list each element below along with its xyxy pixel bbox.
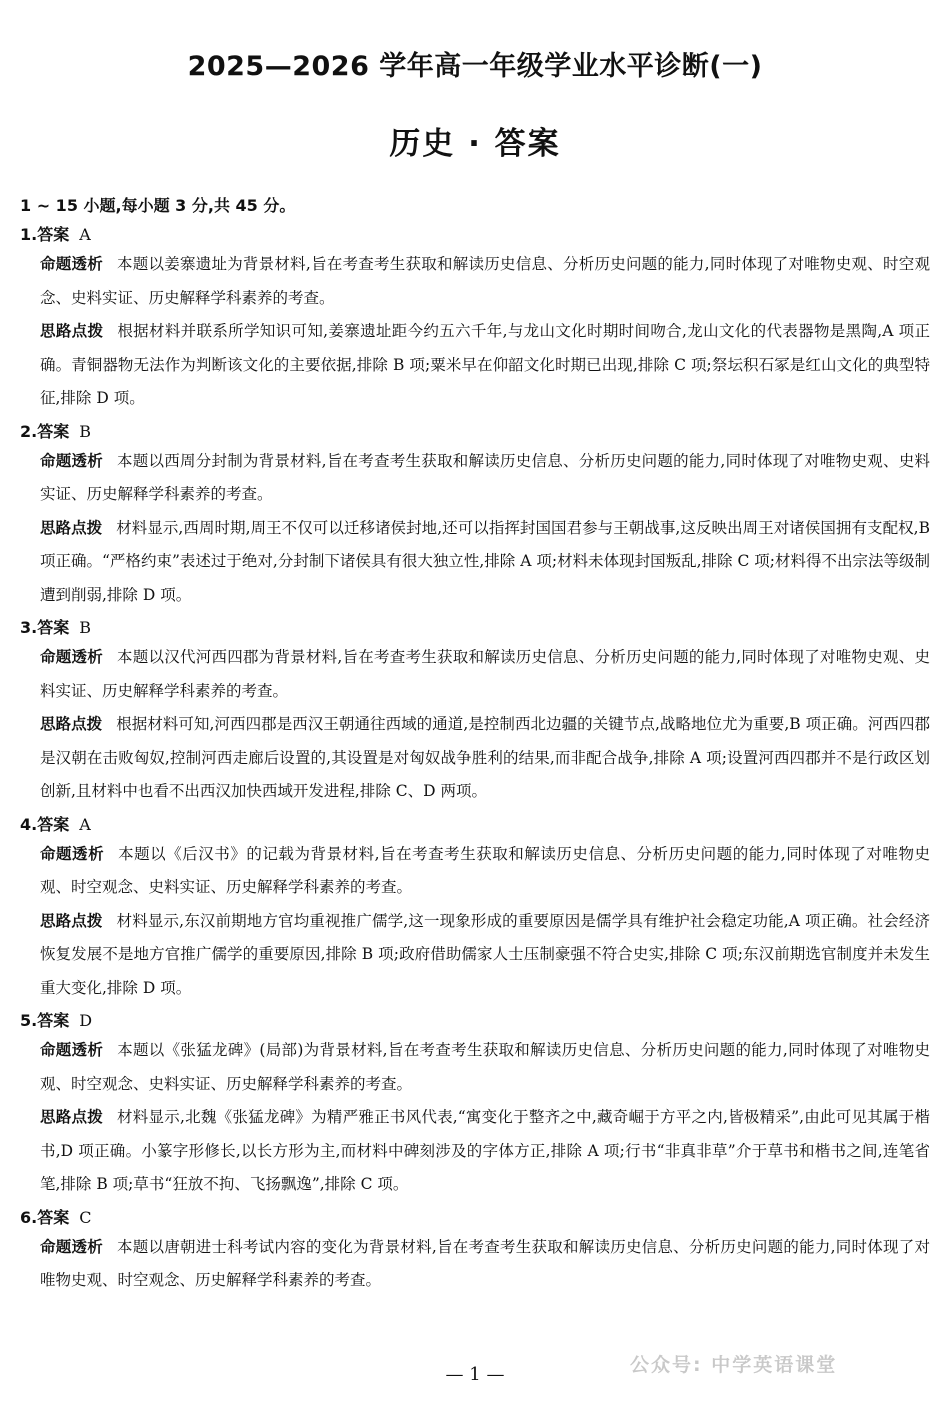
analysis-label: 命题透析 (40, 1041, 104, 1059)
answer-content (20, 193, 930, 1298)
reasoning-label: 思路点拨 (40, 322, 104, 340)
answer-label: 答案 (37, 618, 70, 637)
analysis-paragraph (40, 248, 930, 315)
analysis-paragraph (40, 641, 930, 708)
analysis-label: 命题透析 (40, 844, 105, 863)
question-header (20, 1008, 930, 1034)
reasoning-text: 材料显示,北魏《张猛龙碑》为精严雅正书风代表,“寓变化于整齐之中,藏奇崛于方平之内,皆极精采”,由此可见其属于楷书,D 项正确。小篆字形修长,以长方形为主,而材料中碑刻涉及的字体方正,排除 A 项;行书“非真非草”介于草书和楷书之间,连笔省笔,排除 B 项;草书“狂放不拘、飞扬飘逸”,排除 C 项。 (40, 1108, 930, 1193)
question-block (20, 1205, 930, 1298)
question-header (20, 222, 930, 248)
question-block (20, 1008, 930, 1202)
reasoning-paragraph (40, 905, 930, 1006)
question-block (20, 812, 930, 1006)
reasoning-paragraph (40, 315, 930, 416)
reasoning-paragraph (40, 1101, 930, 1202)
reasoning-label: 思路点拨 (40, 518, 103, 537)
analysis-paragraph (40, 1034, 930, 1101)
analysis-paragraph (40, 445, 930, 512)
answer-value: A (79, 814, 91, 834)
analysis-label: 命题透析 (40, 255, 103, 273)
answer-value: B (79, 421, 91, 441)
reasoning-paragraph (40, 708, 930, 809)
question-number: 4. (20, 814, 38, 834)
question-header (20, 1205, 930, 1231)
reasoning-text: 材料显示,东汉前期地方官均重视推广儒学,这一现象形成的重要原因是儒学具有维护社会稳定功能,A 项正确。社会经济恢复发展不是地方官推广儒学的重要原因,排除 B 项;政府借助儒家人士压制豪强不符合史实,排除 C 项;东汉前期选官制度并未发生重大变化,排除 D 项。 (40, 911, 930, 997)
answer-label: 答案 (37, 814, 70, 834)
analysis-label: 命题透析 (40, 1237, 103, 1256)
document-title: 2025—2026 学年高一年级学业水平诊断(一) (187, 51, 763, 82)
scoring-note: 1 ~ 15 小题,每小题 3 分,共 45 分。 (20, 196, 296, 215)
analysis-text: 本题以姜寨遗址为背景材料,旨在考查考生获取和解读历史信息、分析历史问题的能力,同时体现了对唯物史观、时空观念、史料实证、历史解释学科素养的考查。 (40, 255, 930, 307)
analysis-text: 本题以西周分封制为背景材料,旨在考查考生获取和解读历史信息、分析历史问题的能力,同时体现了对唯物史观、史料实证、历史解释学科素养的考查。 (40, 451, 930, 503)
reasoning-text: 根据材料可知,河西四郡是西汉王朝通往西域的通道,是控制西北边疆的关键节点,战略地位尤为重要,B 项正确。河西四郡是汉朝在击败匈奴,控制河西走廊后设置的,其设置是对匈奴战争胜利的结果,而非配合战争,排除 A 项;设置河西四郡并不是行政区划创新,且材料中也看不出西汉加快西域开发进程,排除 C、D 两项。 (40, 715, 930, 800)
watermark: 公众号: 中学英语课堂 (630, 1354, 838, 1376)
analysis-text: 本题以汉代河西四郡为背景材料,旨在考查考生获取和解读历史信息、分析历史问题的能力,同时体现了对唯物史观、史料实证、历史解释学科素养的考查。 (40, 648, 930, 700)
reasoning-label: 思路点拨 (40, 715, 103, 733)
answer-value: D (79, 1011, 93, 1030)
question-header (20, 419, 930, 445)
question-block (20, 419, 930, 613)
reasoning-label: 思路点拨 (40, 911, 103, 930)
reasoning-text: 根据材料并联系所学知识可知,姜寨遗址距今约五六千年,与龙山文化时期时间吻合,龙山文化的代表器物是黑陶,A 项正确。青铜器物无法作为判断该文化的主要依据,排除 B 项;粟米早在仰韶文化时期已出现,排除 C 项;祭坛积石冢是红山文化的典型特征,排除 D 项。 (40, 322, 930, 407)
analysis-text: 本题以《张猛龙碑》(局部)为背景材料,旨在考查考生获取和解读历史信息、分析历史问题的能力,同时体现了对唯物史观、时空观念、史料实证、历史解释学科素养的考查。 (40, 1041, 930, 1093)
answer-label: 答案 (37, 421, 70, 441)
analysis-paragraph (40, 838, 930, 905)
reasoning-label: 思路点拨 (40, 1108, 103, 1126)
analysis-text: 本题以唐朝进士科考试内容的变化为背景材料,旨在考查考生获取和解读历史信息、分析历史问题的能力,同时体现了对唯物史观、时空观念、历史解释学科素养的考查。 (40, 1237, 930, 1289)
answer-value: B (79, 618, 91, 637)
document-subtitle: 历史 · 答案 (389, 126, 561, 162)
answer-label: 答案 (37, 1207, 70, 1227)
answer-label: 答案 (37, 1011, 70, 1030)
question-number: 2. (20, 421, 38, 441)
analysis-text: 本题以《后汉书》的记载为背景材料,旨在考查考生获取和解读历史信息、分析历史问题的能力,同时体现了对唯物史观、时空观念、史料实证、历史解释学科素养的考查。 (40, 844, 930, 896)
question-block (20, 222, 930, 416)
reasoning-text: 材料显示,西周时期,周王不仅可以迁移诸侯封地,还可以指挥封国国君参与王朝战事,这反映出周王对诸侯国拥有支配权,B 项正确。“严格约束”表述过于绝对,分封制下诸侯具有很大独立性,排除 A 项;材料未体现封国叛乱,排除 C 项;材料得不出宗法等级制遭到削弱,排除 D 项。 (40, 518, 930, 604)
question-number: 1. (20, 225, 38, 244)
question-block (20, 615, 930, 809)
answer-label: 答案 (37, 225, 70, 244)
analysis-label: 命题透析 (40, 451, 103, 470)
question-number: 6. (20, 1207, 38, 1227)
analysis-paragraph (40, 1231, 930, 1298)
question-number: 3. (20, 618, 38, 637)
answer-value: A (79, 225, 91, 244)
question-header (20, 812, 930, 838)
question-header (20, 615, 930, 641)
answer-value: C (79, 1207, 92, 1227)
page-number: — 1 — (445, 1364, 505, 1385)
reasoning-paragraph (40, 512, 930, 613)
question-number: 5. (20, 1011, 38, 1030)
analysis-label: 命题透析 (40, 648, 103, 666)
